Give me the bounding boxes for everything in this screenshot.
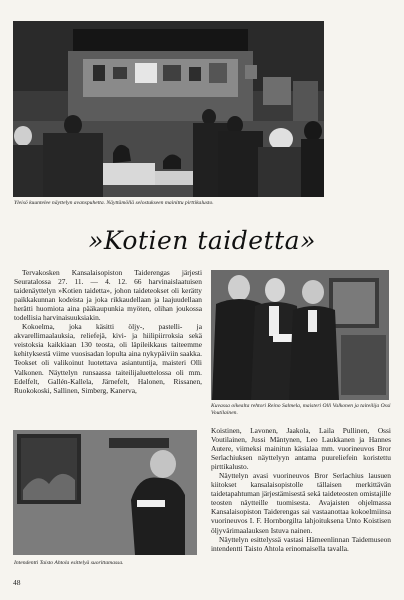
paragraph: Koistinen, Lavonen, Jaakola, Laila Pullinen, Ossi Voutilainen, Jussi Mäntynen, Leo Laukkanen ja Hannes Autere, viimeksi mainitun käsialaa mm. vuorineuvos Bror Serlachiuksen näyttelyyn antama puureliefein koristettu pirttikalusto. bbox=[211, 426, 391, 472]
middle-photo-caption: Kuvassa oikealta rehtori Reino Salmela, maisteri Olli Valkonen ja taiteilija Ossi Voutilainen. bbox=[211, 403, 391, 416]
article-title: »Kotien taidetta» bbox=[88, 226, 316, 255]
speaker-photo bbox=[13, 430, 197, 555]
three-men-image bbox=[211, 270, 389, 400]
paragraph: Tervakosken Kansalaisopiston Taiderengas järjesti Seuratalossa 27. 11. — 4. 12. 66 harvinaislaatuisen taidenäyttelyn »Kotien taidetta», johon taideteokset oli kerätty paikkakunnan kodeista ja joka rikkaudellaan ja laajuudellaan herätti huomiota aina pääkaupunkia myöten, olihan joukossa todellisia harvinaisuuksiakin. bbox=[14, 268, 202, 323]
paragraph: Kokoelma, joka käsitti öljy-, pastelli- ja akvarellimaalauksia, reliefejä, kivi- ja hiilipiirroksia sekä veistoksia kaikkiaan 130 teosta, oli läpileikkaus taiteemme kehityksestä viime vuosisadan lopulta aina nykypäiviin saakka. Teokset oli valikoinut luotettava asiantuntija, maisteri Olli Valkonen. Näyttelyn runsaassa taiteilijaluettelossa oli mm. Edelfelt, Gallén-Kallela, Järnefelt, Halonen, Rissanen, Ruokokoski, Sallinen, Simberg, Kanerva, bbox=[14, 322, 202, 395]
top-photo-caption: Yleisö kuuntelee näyttelyn avanspuhetta. Näyttämöllä selostukseen mainittu pirttikalusto. bbox=[14, 200, 214, 206]
page-number: 48 bbox=[13, 578, 21, 587]
bottom-photo-caption: Intendentti Taisto Ahtola esittelyä suorittamassa. bbox=[14, 560, 124, 566]
body-right-column bbox=[211, 426, 391, 553]
paragraph: Näyttelyn esittelyssä vastasi Hämeenlinnan Taidemuseon intendentti Taisto Ahtola erinomaisella tavalla. bbox=[211, 534, 391, 553]
three-men-photo bbox=[211, 270, 389, 400]
exhibition-hall-photo bbox=[13, 21, 324, 197]
speaker-image bbox=[13, 430, 197, 555]
exhibition-hall-image bbox=[13, 21, 324, 197]
paragraph: Näyttelyn avasi vuorineuvos Bror Serlachius lausuen kiitokset kansalaisopistolle tällaisen merkittävän taidetapahtuman järjestämisestä sekä taideteosten omistajille teosten näytteille tuomisesta. Avajaisten ohjelmassa Kansalaisopiston Taiderengas sai vastaanottaa kokoelmiinsa vuorineuvos I. F. Hornborgilta lahjoituksena Unto Koistisen öljyvärimaalauksen Istuva nainen. bbox=[211, 471, 391, 535]
body-left-column bbox=[14, 268, 202, 418]
